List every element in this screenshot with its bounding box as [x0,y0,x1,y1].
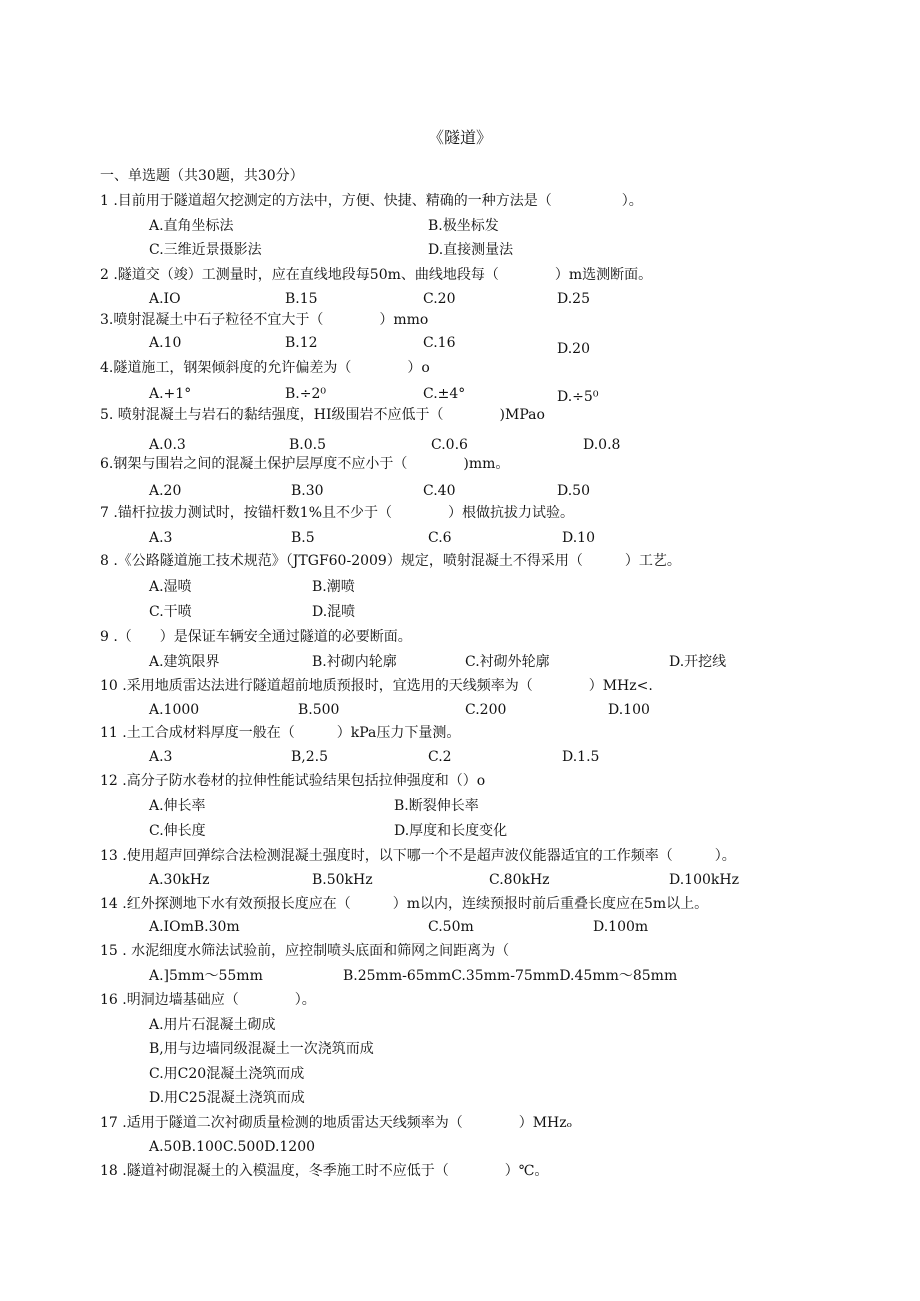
question-17-options: A.50B.100C.500D.1200 [149,1139,316,1155]
question-9-option-a: A.建筑限界 [149,654,220,670]
question-12-stem: 12 .高分子防水卷材的拉伸性能试验结果包括拉伸强度和（）o [100,773,486,789]
question-13-stem: 13 .使用超声回弹综合法检测混凝土强度时，以下哪一个不是超声波仪能器适宜的工作频率（ ）。 [100,848,736,864]
question-3-option-c: C.16 [423,335,456,351]
question-16-option-b: B,用与边墙同级混凝土一次浇筑而成 [149,1041,374,1057]
question-14-option-ab: A.IOmB.30m [149,919,240,935]
question-4-option-c: C.±4° [423,386,466,402]
question-6-option-d: D.50 [557,483,590,499]
question-2-option-d: D.25 [557,291,590,307]
question-12-option-a: A.伸长率 [149,798,206,814]
question-12-option-c: C.伸长度 [149,823,206,839]
question-7-stem: 7 .锚杆拉拔力测试时，按锚杆数1%且不少于（ ）根做抗拔力试验。 [100,505,575,521]
question-12-option-b: B.断裂伸长率 [394,798,479,814]
question-3-option-d: D.20 [557,341,590,357]
question-16-option-a: A.用片石混凝土砌成 [149,1017,276,1033]
page-title: 《隧道》 [427,128,492,147]
question-14-option-d: D.100m [593,919,649,935]
question-11-option-d: D.1.5 [562,749,600,765]
question-4-option-b: B.÷2⁰ [285,386,326,402]
question-8-option-d: D.混喷 [312,604,356,620]
question-10-option-d: D.100 [608,702,650,718]
question-7-option-d: D.10 [562,530,595,546]
question-15-stem: 15 . 水泥细度水筛法试验前，应控制喷头底面和筛网之间距离为（ [100,943,510,959]
question-18-stem: 18 .隧道衬砌混凝土的入模温度，冬季施工时不应低于（ ）℃。 [100,1163,549,1179]
question-11-option-b: B,2.5 [291,749,329,765]
question-13-option-a: A.30kHz [149,872,210,888]
question-7-option-c: C.6 [428,530,452,546]
question-7-option-a: A.3 [149,530,173,546]
question-10-option-a: A.1000 [149,702,200,718]
question-7-option-b: B.5 [291,530,315,546]
question-10-stem: 10 .采用地质雷达法进行隧道超前地质预报时，宜选用的天线频率为（ ）MHz<. [100,678,653,694]
question-9-stem: 9 .（ ）是保证车辆安全通过隧道的必要断面。 [100,629,412,645]
question-16-stem: 16 .明洞边墙基础应（ ）。 [100,992,316,1008]
question-3-option-a: A.10 [149,335,182,351]
question-6-option-b: B.30 [291,483,324,499]
question-14-stem: 14 .红外探测地下水有效预报长度应在（ ）m以内，连续预报时前后重叠长度应在5m以上。 [100,896,709,912]
question-2-stem: 2 .隧道交（竣）工测量时，应在直线地段每50m、曲线地段每（ ）m选测断面。 [100,267,653,283]
section-heading: 一、单选题（共30题，共30分） [100,168,304,184]
question-5-option-b: B.0.5 [289,437,327,453]
question-6-option-a: A.20 [149,483,182,499]
question-2-option-b: B.15 [285,291,318,307]
question-5-option-a: A.0.3 [149,437,186,453]
question-11-option-a: A.3 [149,749,173,765]
question-13-option-c: C.80kHz [489,872,550,888]
question-8-stem: 8 .《公路隧道施工技术规范》（JTGF60-2009）规定，喷射混凝土不得采用（ ）工艺。 [100,553,681,569]
question-5-stem: 5. 喷射混凝土与岩石的黏结强度，HI级围岩不应低于（ )MPao [100,407,545,423]
question-5-option-c: C.0.6 [431,437,468,453]
question-8-option-b: B.潮喷 [312,579,355,595]
question-15-option-a: A.]5mm～55mm [149,968,263,984]
question-12-option-d: D.厚度和长度变化 [394,823,508,839]
question-1-option-b: B.极坐标发 [428,218,499,234]
question-4-option-d: D.÷5⁰ [557,389,599,405]
question-14-option-c: C.50m [428,919,474,935]
question-10-option-b: B.500 [298,702,340,718]
question-4-option-a: A.+1° [149,386,192,402]
question-8-option-c: C.干喷 [149,604,192,620]
question-1-option-c: C.三维近景摄影法 [149,242,262,258]
question-11-stem: 11 .土工合成材料厚度一般在（ ）kPa压力下量测。 [100,725,461,741]
question-3-stem: 3.喷射混凝土中石子粒径不宜大于（ ）mmo [100,312,429,328]
question-3-option-b: B.12 [285,335,318,351]
question-10-option-c: C.200 [465,702,507,718]
question-6-stem: 6.钢架与围岩之间的混凝土保护层厚度不应小于（ )mm。 [100,456,510,472]
question-16-option-d: D.用C25混凝土浇筑而成 [149,1090,305,1106]
question-9-option-c: C.衬砌外轮廓 [465,654,550,670]
question-5-option-d: D.0.8 [583,437,621,453]
question-1-option-a: A.直角坐标法 [149,218,234,234]
question-1-stem: 1 .目前用于隧道超欠挖测定的方法中，方便、快捷、精确的一种方法是（ ）。 [100,193,643,209]
question-13-option-d: D.100kHz [669,872,739,888]
question-9-option-d: D.开挖线 [669,654,727,670]
question-16-option-c: C.用C20混凝土浇筑而成 [149,1066,305,1082]
question-15-option-bcd: B.25mm-65mmC.35mm-75mmD.45mm～85mm [343,968,678,984]
question-13-option-b: B.50kHz [312,872,373,888]
question-9-option-b: B.衬砌内轮廓 [312,654,397,670]
question-2-option-c: C.20 [423,291,456,307]
question-1-option-d: D.直接测量法 [428,242,514,258]
question-2-option-a: A.IO [149,291,181,307]
question-8-option-a: A.湿喷 [149,579,192,595]
question-11-option-c: C.2 [428,749,452,765]
question-4-stem: 4.隧道施工，钢架倾斜度的允许偏差为（ ）o [100,360,430,376]
question-17-stem: 17 .适用于隧道二次衬砌质量检测的地质雷达天线频率为（ ）MHzₒ [100,1115,573,1131]
question-6-option-c: C.40 [423,483,456,499]
